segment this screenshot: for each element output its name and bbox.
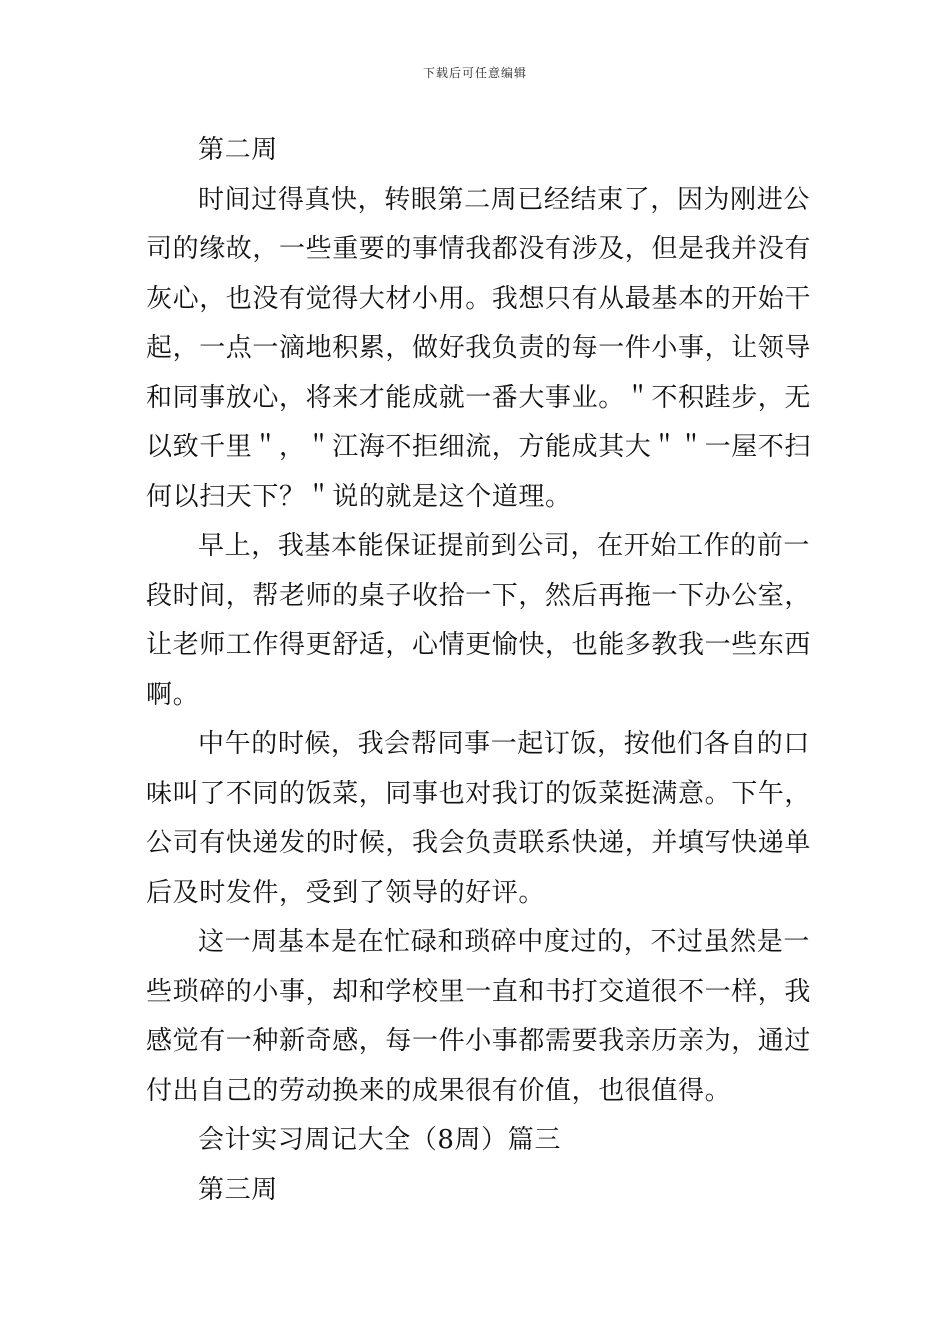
- paragraph-line: 付出自己的劳动换来的成果很有价值，也很值得。: [146, 1075, 732, 1106]
- paragraph-line: 中午的时候，我会帮同事一起订饭，按他们各自的口: [198, 729, 810, 759]
- heading-week-two: 第二周: [198, 135, 278, 165]
- paragraph-line: 灰心，也没有觉得大材小用。我想只有从最基本的开始干: [146, 283, 812, 314]
- paragraph-line: 后及时发件，受到了领导的好评。: [146, 877, 546, 908]
- paragraph-line: 起，一点一滴地积累，做好我负责的每一件小事，让领导: [146, 333, 812, 363]
- paragraph-line: 和同事放心，将来才能成就一番大事业。＂不积跬步，无: [146, 382, 812, 413]
- section-title: 会计实习周记大全（8周）篇三: [198, 1125, 561, 1155]
- paragraph-line: 时间过得真快，转眼第二周已经结束了，因为刚进公: [198, 184, 810, 215]
- paragraph-line: 这一周基本是在忙碌和琐碎中度过的，不过虽然是一: [198, 927, 810, 957]
- paragraph-line: 以致千里＂，＂江海不拒细流，方能成其大＂＂一屋不扫: [146, 432, 812, 462]
- paragraph-line: 感觉有一种新奇感，每一件小事都需要我亲历亲为，通过: [146, 1026, 812, 1056]
- paragraph-line: 司的缘故，一些重要的事情我都没有涉及，但是我并没有: [146, 234, 812, 264]
- paragraph-line: 早上，我基本能保证提前到公司，在开始工作的前一: [198, 531, 810, 561]
- paragraph-line: 段时间，帮老师的桌子收拾一下，然后再拖一下办公室，: [146, 580, 812, 611]
- header-note: 下载后可任意编辑: [422, 66, 527, 80]
- paragraph-line: 公司有快递发的时候，我会负责联系快递，并填写快递单: [146, 828, 812, 858]
- paragraph-line: 味叫了不同的饭菜，同事也对我订的饭菜挺满意。下午，: [146, 778, 812, 809]
- paragraph-line: 让老师工作得更舒适，心情更愉快，也能多教我一些东西: [146, 630, 812, 660]
- heading-week-three: 第三周: [198, 1174, 278, 1205]
- paragraph-line: 啊。: [146, 679, 200, 710]
- paragraph-line: 些琐碎的小事，却和学校里一直和书打交道很不一样，我: [146, 976, 812, 1007]
- paragraph-line: 何以扫天下？＂说的就是这个道理。: [146, 481, 572, 512]
- document-body: [146, 126, 810, 1215]
